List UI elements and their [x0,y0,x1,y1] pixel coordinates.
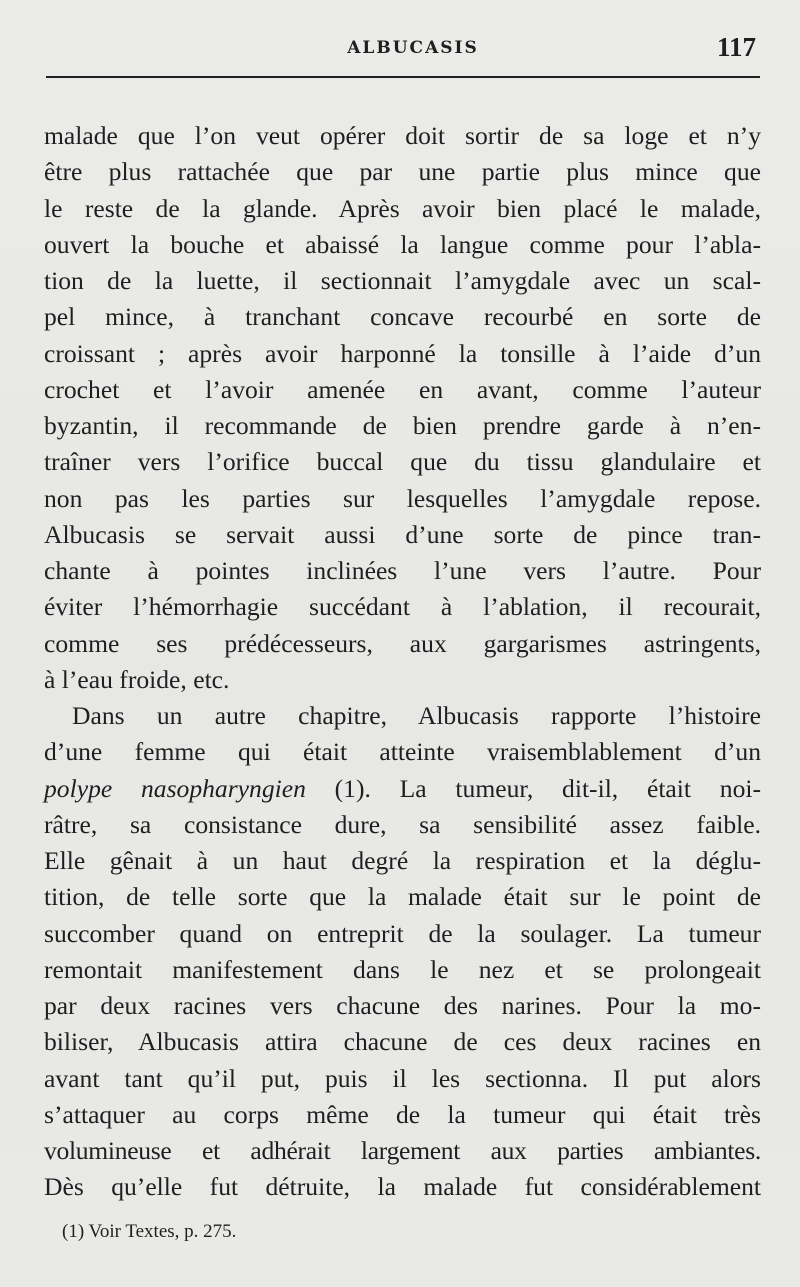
text-line: râtre, sa consistance dure, sa sensibilité assez faible. [44,809,761,839]
text-line: Albucasis se servait aussi d’une sorte de pince tran- [44,519,761,549]
text-line: tion de la luette, il sectionnait l’amygdale avec un scal- [44,266,761,295]
text-line: malade que l’on veut opérer doit sortir de sa loge et n’y [44,121,761,150]
text-line: remontait manifestement dans le nez et se prolongeait [44,954,761,984]
running-head-title: ALBUCASIS [347,38,479,58]
text-fragment: (1). La tumeur, dit-il, était noi- [305,773,761,803]
text-line: d’une femme qui était atteinte vraisemblablement d’un [44,737,761,767]
text-line: crochet et l’avoir amenée en avant, comme l’auteur [44,374,761,404]
italic-term: polype nasopharyngien [44,773,306,803]
text-line: éviter l’hémorrhagie succédant à l’ablation, il recourait, [44,592,761,622]
text-line: volumineuse et adhérait largement aux parties ambiantes. [44,1136,761,1165]
text-line: ouvert la bouche et abaissé la langue comme pour l’abla- [44,229,761,259]
running-head [46,30,760,70]
text-line: non pas les parties sur lesquelles l’amygdale repose. [44,483,761,513]
text-line: s’attaquer au corps même de la tumeur qui était très [44,1099,761,1129]
header-rule [46,76,760,78]
text-line: pel mince, à tranchant concave recourbé en sorte de [44,302,761,332]
text-line: chante à pointes inclinées l’une vers l’autre. Pour [44,556,761,585]
text-line: succomber quand on entreprit de la soulager. La tumeur [44,918,761,948]
text-line: byzantin, il recommande de bien prendre garde à n’en- [44,411,761,440]
text-line: Dans un autre chapitre, Albucasis rapporte l’histoire [72,701,761,730]
text-line: croissant ; après avoir harponné la tonsille à l’aide d’un [44,338,761,368]
text-line: par deux racines vers chacune des narines. Pour la mo- [44,991,761,1020]
text-line: biliser, Albucasis attira chacune de ces deux racines en [44,1027,761,1057]
footnote: (1) Voir Textes, p. 275. [62,1221,237,1242]
text-line: être plus rattachée que par une partie plus mince que [44,157,761,187]
text-line: avant tant qu’il put, puis il les sectionna. Il put alors [44,1063,761,1093]
text-line [44,771,761,807]
text-line: traîner vers l’orifice buccal que du tissu glandulaire et [44,447,761,477]
text-line: à l’eau froide, etc. [44,664,230,694]
body-text [44,118,761,1206]
text-line: Dès qu’elle fut détruite, la malade fut considérablement [44,1172,761,1202]
page-number: 117 [716,32,756,62]
text-line: Elle gênait à un haut degré la respiration et la déglu- [44,846,761,875]
text-line: comme ses prédécesseurs, aux gargarismes astringents, [44,628,761,658]
text-line: tition, de telle sorte que la malade était sur le point de [44,882,761,912]
text-line: le reste de la glande. Après avoir bien placé le malade, [44,193,761,223]
